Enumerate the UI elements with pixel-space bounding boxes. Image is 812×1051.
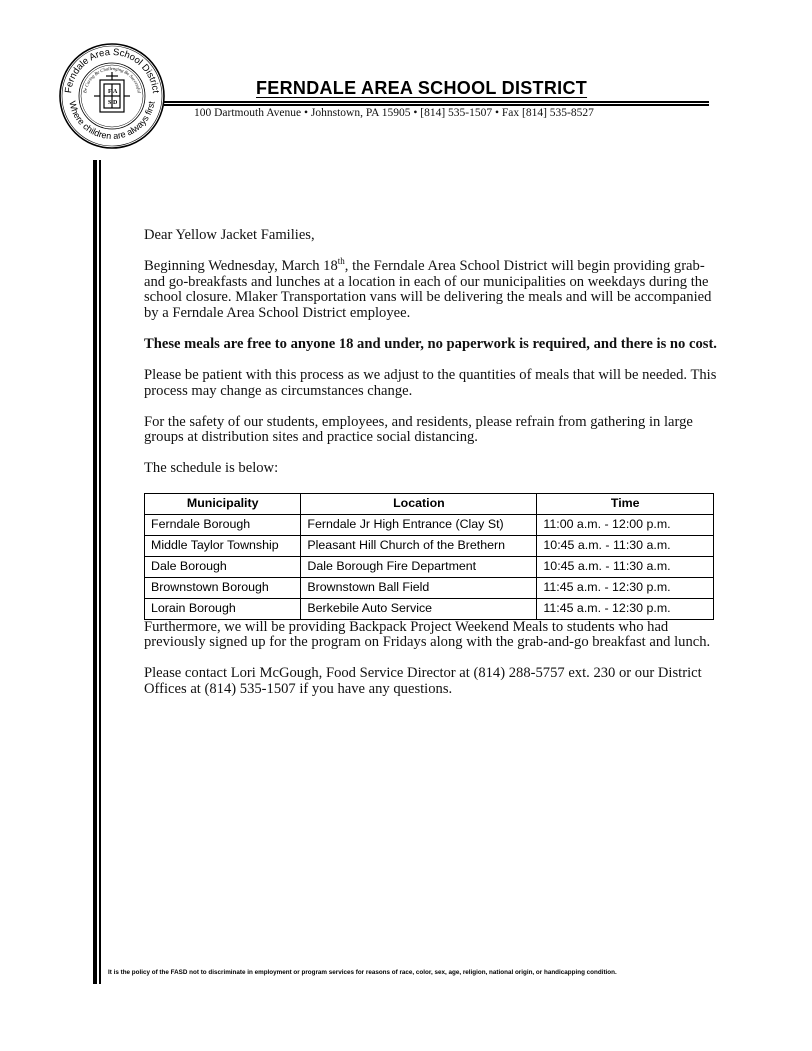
table-row xyxy=(145,577,714,598)
svg-text:F: F xyxy=(108,89,112,95)
cell-time: 10:45 a.m. - 11:30 a.m. xyxy=(537,556,714,577)
cell-location: Pleasant Hill Church of the Brethern xyxy=(301,535,537,556)
header-rule-bottom xyxy=(164,104,709,106)
cell-location: Brownstown Ball Field xyxy=(301,577,537,598)
letter-paragraph-safety: For the safety of our students, employees, and residents, please refrain from gathering in large groups at distribution sites and practice social distancing. xyxy=(144,413,693,446)
letter-paragraph-meals-start: Beginning Wednesday, March 18th, the Ferndale Area School District will begin providing grab-and go-breakfasts and lunches at a location in each of our municipalities on weekdays during the school closure. Mlaker Transportation vans will be delivering the meals and will be accompanied by a Ferndale Area School District employee. xyxy=(144,256,712,321)
cell-municipality: Dale Borough xyxy=(145,556,301,577)
cell-municipality: Ferndale Borough xyxy=(145,514,301,535)
column-header-location: Location xyxy=(301,493,537,514)
district-name-heading: FERNDALE AREA SCHOOL DISTRICT xyxy=(256,78,588,98)
letter-paragraph-schedule-intro: The schedule is below: xyxy=(144,460,279,477)
letter-paragraph-free-meals: These meals are free to anyone 18 and under, no paperwork is required, and there is no cost. xyxy=(144,335,717,352)
table-row xyxy=(145,556,714,577)
svg-text:D: D xyxy=(113,100,118,106)
letter-paragraph-patience: Please be patient with this process as we adjust to the quantities of meals that will be needed. This process may change as circumstances change. xyxy=(144,367,717,399)
cell-location: Berkebile Auto Service xyxy=(301,598,537,619)
letter-paragraph-backpack: Furthermore, we will be providing Backpack Project Weekend Meals to students who had previously signed up for the program on Fridays along with the grab-and-go breakfast and lunch. xyxy=(144,618,711,651)
cell-municipality: Lorain Borough xyxy=(145,598,301,619)
table-row xyxy=(145,598,714,619)
nondiscrimination-footer: It is the policy of the FASD not to discriminate in employment or program services for reasons of race, color, sex, age, religion, national origin, or handicapping condition. xyxy=(108,969,617,976)
cell-time: 10:45 a.m. - 11:30 a.m. xyxy=(537,535,714,556)
seal-motto-text: Where children are always first xyxy=(67,99,157,142)
cell-time: 11:45 a.m. - 12:30 p.m. xyxy=(537,577,714,598)
cell-municipality: Brownstown Borough xyxy=(145,577,301,598)
schedule-header-row xyxy=(145,493,714,514)
letter-body xyxy=(144,228,719,713)
column-header-municipality: Municipality xyxy=(145,493,301,514)
margin-rule-thick xyxy=(93,160,97,984)
table-row xyxy=(145,535,714,556)
margin-rule-thin xyxy=(99,160,101,984)
district-seal-logo xyxy=(58,42,166,150)
letter-greeting: Dear Yellow Jacket Families, xyxy=(144,227,315,243)
letter-paragraph-contact: Please contact Lori McGough, Food Service Director at (814) 288-5757 ext. 230 or our District Offices at (814) 535-1507 if you have any questions. xyxy=(144,665,702,697)
cell-location: Ferndale Jr High Entrance (Clay St) xyxy=(301,514,537,535)
svg-text:A: A xyxy=(113,89,118,95)
cell-time: 11:45 a.m. - 12:30 p.m. xyxy=(537,598,714,619)
seal-name-text: Ferndale Area School District xyxy=(63,46,161,94)
district-address: 100 Dartmouth Avenue • Johnstown, PA 15905 • [814] 535-1507 • Fax [814] 535-8527 xyxy=(194,107,594,119)
table-row xyxy=(145,514,714,535)
cell-location: Dale Borough Fire Department xyxy=(301,556,537,577)
column-header-time: Time xyxy=(537,493,714,514)
svg-text:S: S xyxy=(108,100,112,106)
seal-inner-text: Be Caring Be Challenging Be Successful xyxy=(82,65,142,94)
cell-municipality: Middle Taylor Township xyxy=(145,535,301,556)
cell-time: 11:00 a.m. - 12:00 p.m. xyxy=(537,514,714,535)
schedule-table xyxy=(144,493,714,620)
header-rule-top xyxy=(164,101,709,103)
